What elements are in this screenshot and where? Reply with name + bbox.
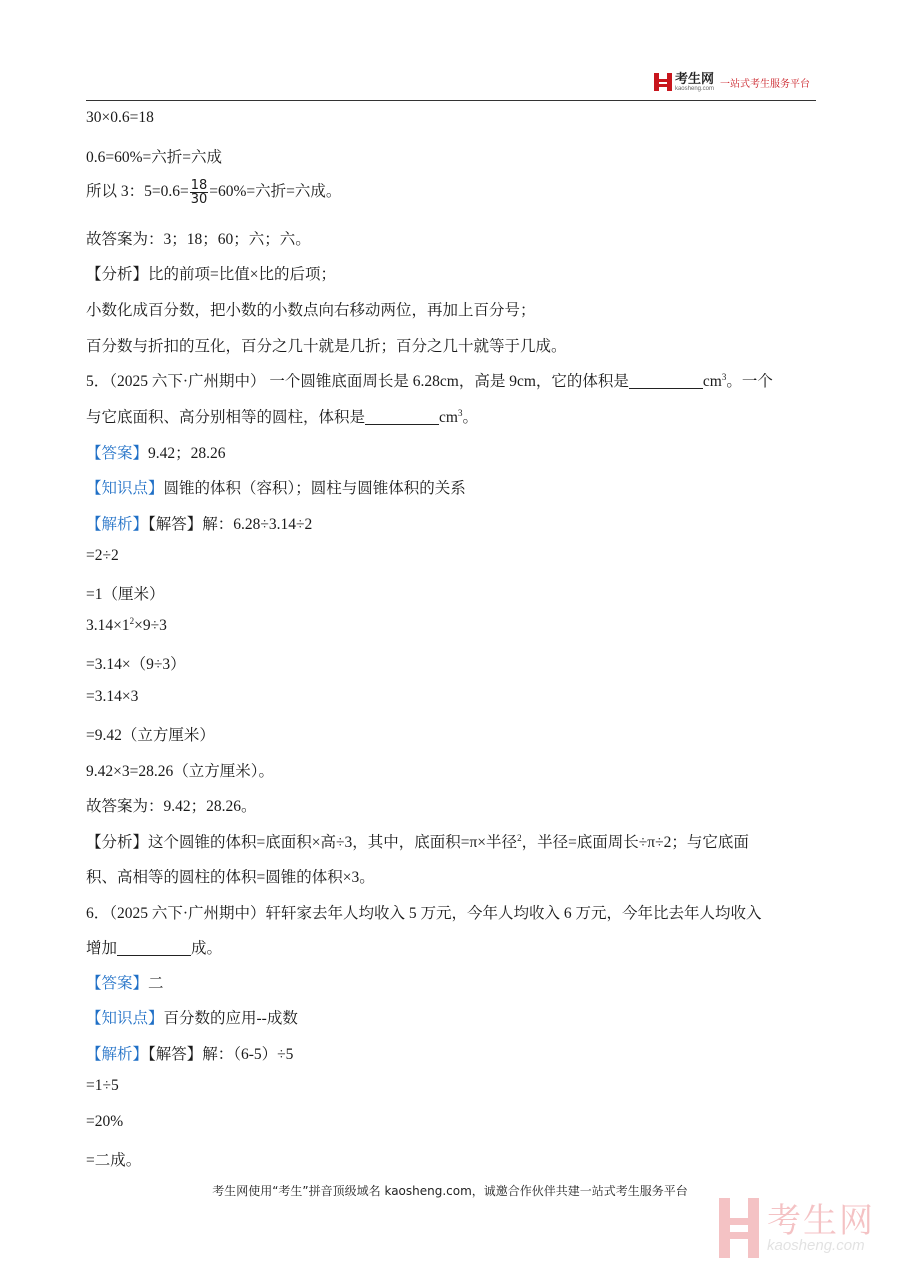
answer-line <box>86 971 164 993</box>
text-line: =9.42（立方厘米） <box>86 727 215 744</box>
answer-text: 9.42；28.26 <box>148 445 226 462</box>
answer-blank[interactable] <box>629 373 703 390</box>
brand-logo[interactable] <box>654 72 810 92</box>
text-line: 9.42×3=28.26（立方厘米）。 <box>86 763 274 780</box>
fraction-numerator: 18 <box>190 178 208 193</box>
text-line: =20% <box>86 1113 124 1130</box>
text-line: 故答案为：3；18；60；六；六。 <box>86 231 311 248</box>
question-text: 成。 <box>191 940 223 957</box>
unit: cm <box>439 409 458 426</box>
text-line: 故答案为：9.42；28.26。 <box>86 798 257 815</box>
text-line: =1（厘米） <box>86 586 165 603</box>
text-span: 3.14×1 <box>86 617 130 634</box>
page-footer: 考生网使用“考生”拼音顶级域名 kaosheng.com，诚邀合作伙伴共建一站式考生服务平台 <box>212 1184 688 1198</box>
fraction-denominator: 30 <box>190 192 208 207</box>
superscript: 2 <box>129 616 135 626</box>
answer-text: 二 <box>148 975 164 992</box>
question-text: 5．（2025 六下·广州期中） 一个圆锥底面周长是 6.28cm，高是 9cm，它的体积是 <box>86 373 629 390</box>
text-line: =3.14×3 <box>86 688 139 705</box>
question-text: 与它底面积、高分别相等的圆柱，体积是 <box>86 409 366 426</box>
text-line: 小数化成百分数，把小数的小数点向右移动两位，再加上百分号； <box>86 302 536 319</box>
text-line <box>86 179 341 206</box>
logo-domain: kaosheng.com <box>674 86 714 92</box>
logo-icon <box>654 73 672 91</box>
knowledge-line <box>86 1006 298 1028</box>
unit: cm <box>702 373 722 390</box>
answer-tag: 【答案】 <box>86 975 149 992</box>
question-text: 。一个 <box>726 373 773 390</box>
text-line: =2÷2 <box>86 547 119 564</box>
watermark-domain: kaosheng.com <box>767 1236 865 1254</box>
text-span: =60%=六折=六成。 <box>209 183 342 201</box>
text-span: ×9÷3 <box>134 617 167 634</box>
answer-line <box>86 441 226 463</box>
text-line: 0.6=60%=六折=六成 <box>86 149 223 166</box>
knowledge-tag: 【知识点】 <box>86 1010 164 1027</box>
text-line: 百分数与折扣的互化，百分之几十就是几折；百分之几十就等于几成。 <box>86 338 567 355</box>
logo-name: 考生网 <box>674 71 714 86</box>
text-span: 所以 3：5=0.6= <box>86 183 189 201</box>
watermark-name: 考生网 <box>767 1200 875 1241</box>
text-line: =3.14×（9÷3） <box>86 656 186 673</box>
text-line: 30×0.6=18 <box>86 109 154 126</box>
superscript: 3 <box>457 408 463 418</box>
question-6-cont <box>86 936 222 958</box>
answer-tag: 【答案】 <box>86 445 149 462</box>
answer-blank[interactable] <box>365 409 439 426</box>
text-span: ，半径=底面周长÷π÷2；与它底面 <box>521 834 749 851</box>
header-slogan: 一站式考生服务平台 <box>720 78 810 90</box>
question-6: 6．（2025 六下·广州期中）轩轩家去年人均收入 5 万元，今年人均收入 6 万元，今年比去年人均收入 <box>86 905 762 922</box>
solution-tag: 【解析】 <box>86 516 149 533</box>
knowledge-text: 圆锥的体积（容积）；圆柱与圆锥体积的关系 <box>163 480 466 497</box>
solution-text: 【解答】解：6.28÷3.14÷2 <box>148 516 313 533</box>
answer-blank[interactable] <box>117 940 191 957</box>
page-header <box>86 70 816 101</box>
text-span: 【分析】这个圆锥的体积=底面积×高÷3，其中，底面积=π×半径 <box>86 834 518 851</box>
question-5-cont <box>86 405 478 427</box>
question-text: 增加 <box>86 940 118 957</box>
text-line: =二成。 <box>86 1152 142 1169</box>
text-line: 【分析】比的前项=比值×比的后项； <box>86 266 336 283</box>
solution-tag: 【解析】 <box>86 1046 149 1063</box>
solution-line <box>86 512 312 534</box>
watermark <box>719 1198 875 1258</box>
solution-text: 【解答】解：（6-5）÷5 <box>148 1046 294 1063</box>
knowledge-line <box>86 476 466 498</box>
analysis-line <box>86 830 749 852</box>
solution-line <box>86 1042 293 1064</box>
superscript: 2 <box>517 833 522 843</box>
text-line: 积、高相等的圆柱的体积=圆锥的体积×3。 <box>86 869 375 886</box>
text-line <box>86 617 167 635</box>
knowledge-tag: 【知识点】 <box>86 480 164 497</box>
text-line: =1÷5 <box>86 1077 119 1094</box>
fraction <box>190 179 209 206</box>
superscript: 3 <box>721 372 727 382</box>
question-text: 。 <box>462 409 478 426</box>
knowledge-text: 百分数的应用--成数 <box>163 1010 298 1027</box>
watermark-icon <box>719 1198 759 1258</box>
question-5 <box>86 369 773 391</box>
